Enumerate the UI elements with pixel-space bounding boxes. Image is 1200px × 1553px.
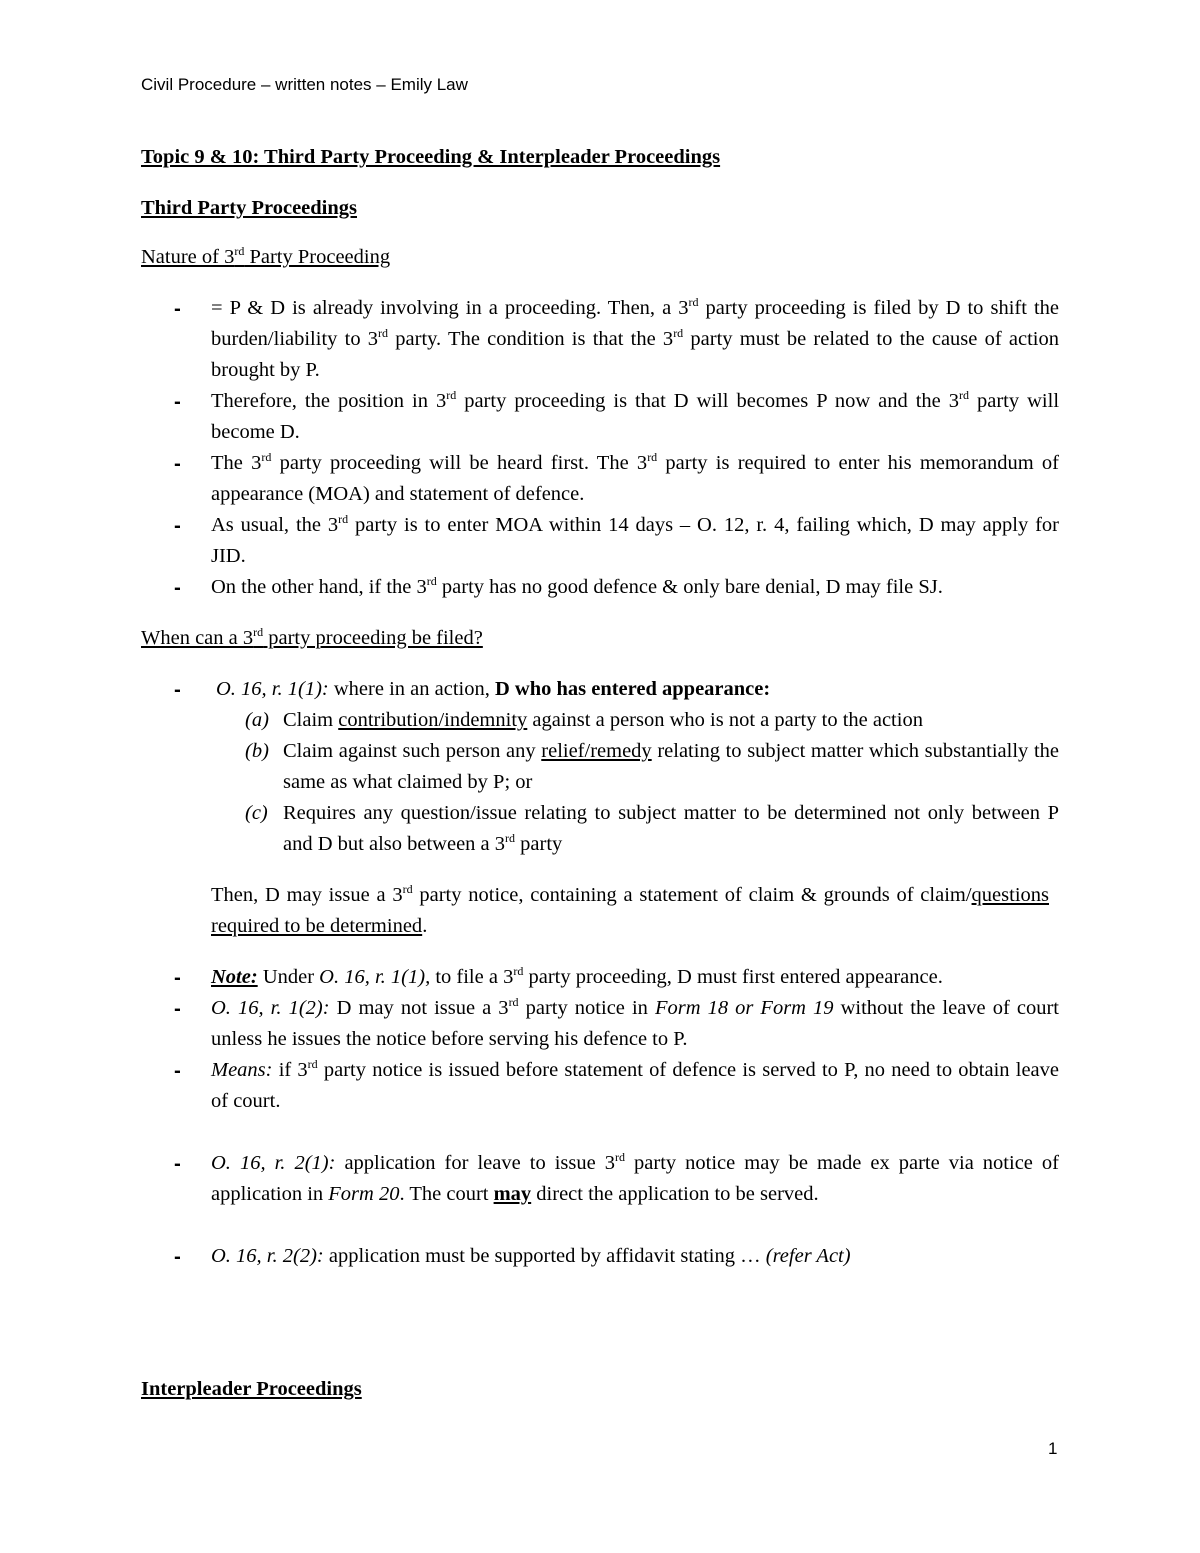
nature-bullet-list: [141, 293, 1059, 603]
sub-item-a: (a) Claim contribution/indemnity against a person who is not a party to the action: [245, 709, 923, 731]
list-item: - Means: if 3rd party notice is issued before statement of defence is served to P, no need to obtain leave of court.: [174, 1057, 1059, 1112]
section-heading-interpleader: Interpleader Proceedings: [141, 1378, 362, 1400]
list-item: - Note: Under O. 16, r. 1(1), to file a 3rd party proceeding, D must first entered appearance.: [174, 964, 943, 989]
when-bullet-4: [141, 1241, 1059, 1272]
list-item: - = P & D is already involving in a proceeding. Then, a 3rd party proceeding is filed by D to shift the burden/liability to 3rd party. The condition is that the 3rd party must be related to the cause of action brought by P.: [174, 295, 1059, 381]
page-number: 1: [1048, 1439, 1058, 1458]
list-item: - O. 16, r. 2(1): application for leave to issue 3rd party notice may be made ex parte via notice of application in Form 20. The court may direct the application to be served.: [174, 1150, 1059, 1205]
document-title: Topic 9 & 10: Third Party Proceeding & Interpleader Proceedings: [141, 146, 721, 168]
page-header: Civil Procedure – written notes – Emily Law: [141, 75, 468, 94]
list-item: - Therefore, the position in 3rd party proceeding is that D will becomes P now and the 3rd party will become D.: [174, 388, 1060, 443]
when-bullet-1: [141, 674, 1059, 705]
subheading-nature: Nature of 3rd Party Proceeding: [141, 244, 391, 268]
sub-item-b: (b) Claim against such person any relief/remedy relating to subject matter which substantially the same as what claimed by P; or: [245, 740, 1059, 793]
list-item: - On the other hand, if the 3rd party has no good defence & only bare denial, D may file SJ.: [174, 574, 943, 599]
list-item: - The 3rd party proceeding will be heard first. The 3rd party is required to enter his memorandum of appearance (MOA) and statement of defence.: [174, 450, 1060, 505]
when-bullet-3: [141, 1148, 1059, 1210]
list-item: - O. 16, r. 2(2): application must be supported by affidavit stating … (refer Act): [174, 1245, 851, 1268]
when-bullet-list-2: [141, 962, 1059, 1117]
section-heading-third-party: Third Party Proceedings: [141, 197, 357, 219]
list-item: - O. 16, r. 1(1): where in an action, D who has entered appearance:: [174, 678, 771, 701]
list-item: - As usual, the 3rd party is to enter MOA within 14 days – O. 12, r. 4, failing which, D may apply for JID.: [174, 512, 1059, 567]
sub-item-c: (c) Requires any question/issue relating to subject matter to be determined not only between P and D but also between a 3rd party: [245, 802, 1059, 855]
sub-list: [245, 705, 1059, 860]
subheading-when: When can a 3rd party proceeding be filed?: [141, 625, 483, 649]
then-paragraph: Then, D may issue a 3rd party notice, containing a statement of claim & grounds of claim/questions required to be determined.: [211, 882, 1049, 937]
list-item: - O. 16, r. 1(2): D may not issue a 3rd party notice in Form 18 or Form 19 without the leave of court unless he issues the notice before serving his defence to P.: [174, 995, 1059, 1050]
